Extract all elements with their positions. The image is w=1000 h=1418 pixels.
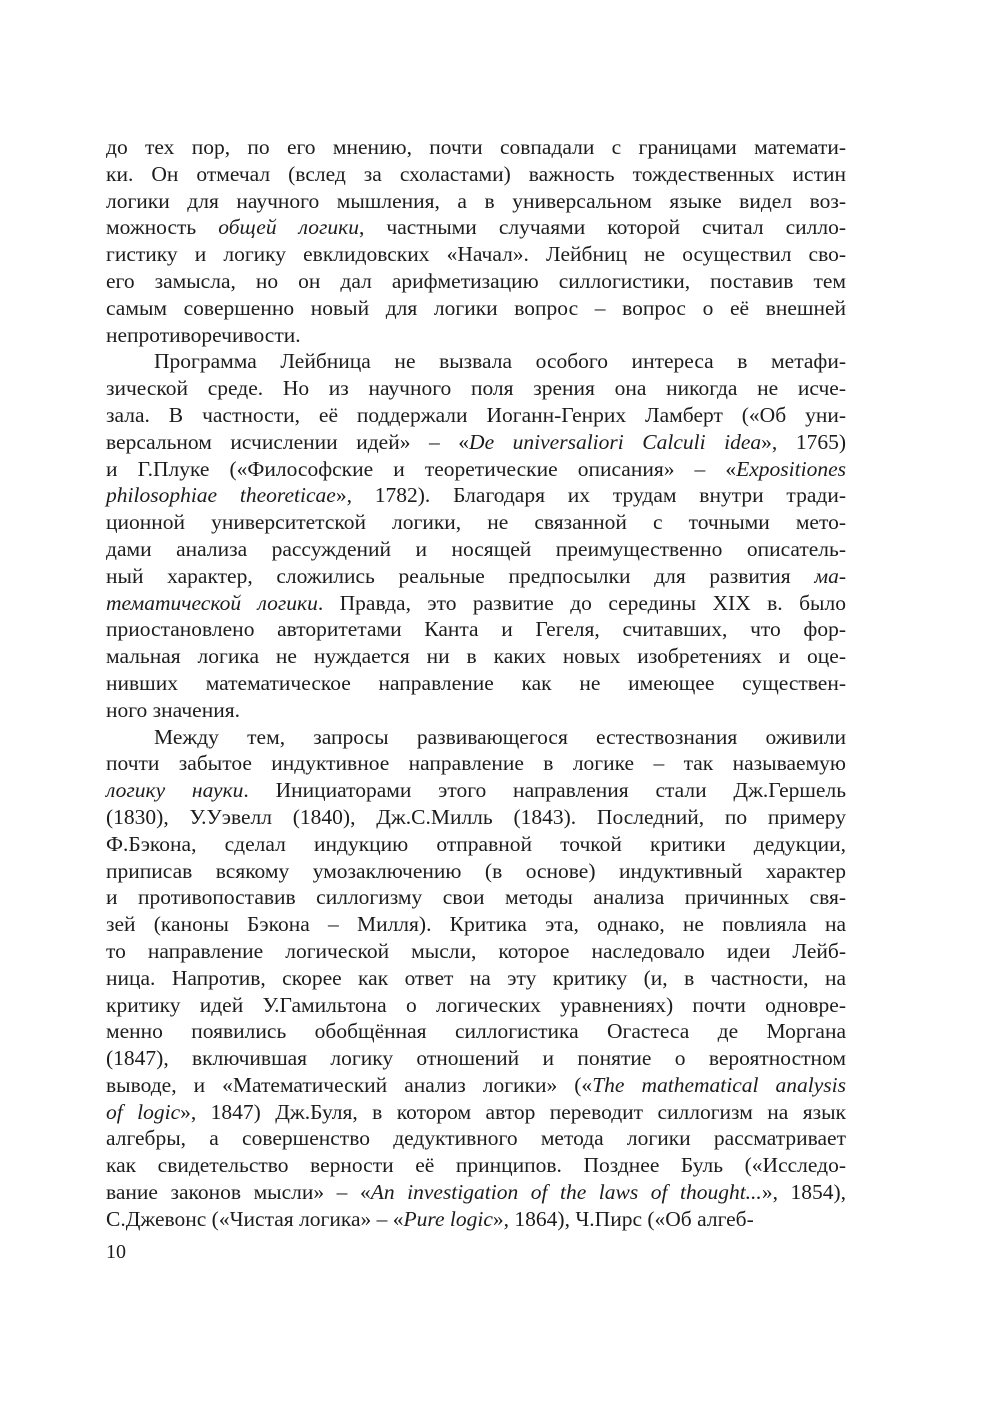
text-line	[106, 402, 846, 429]
text-line	[106, 563, 846, 590]
text-line	[106, 724, 846, 751]
text-run: и Г.Плуке («Философские и теоретические описания» – «	[106, 456, 737, 481]
text-run: Программа Лейбница не вызвала особого интереса в метафи-	[154, 349, 846, 374]
text-line	[106, 858, 846, 885]
text-line	[106, 214, 846, 241]
italic-text: of logic	[106, 1099, 181, 1124]
text-run: до тех пор, по его мнению, почти совпадали с границами математи-	[106, 135, 846, 159]
text-line	[106, 1125, 846, 1152]
text-run: ница. Напротив, скорее как ответ на эту критику (и, в частности, на	[106, 965, 846, 990]
text-line	[106, 134, 846, 161]
italic-text: The mathematical analysis	[592, 1072, 846, 1097]
text-line	[106, 509, 846, 536]
page-number: 10	[106, 1241, 126, 1263]
text-line	[106, 938, 846, 965]
text-run: почти забытое индуктивное направление в логике – так называемую	[106, 751, 846, 776]
text-line	[106, 241, 846, 268]
text-run: зей (каноны Бэкона – Милля). Критика эта, однако, не повлияла на	[106, 912, 846, 937]
text-run: С.Джевонс («Чистая логика» – «	[106, 1206, 404, 1231]
text-run: критику идей У.Гамильтона о логических уравнениях) почти одновре-	[106, 992, 846, 1017]
text-line	[106, 697, 846, 724]
text-line	[106, 295, 846, 322]
text-run: дами анализа рассуждений и носящей преимущественно описатель-	[106, 536, 846, 561]
text-run: », 1854),	[761, 1180, 847, 1205]
text-run: логики для научного мышления, а в универсальном языке видел воз-	[106, 188, 846, 213]
text-line	[106, 375, 846, 402]
italic-text: тематической логики	[106, 590, 318, 615]
text-run: и противопоставив силлогизму свои методы анализа причинных свя-	[106, 885, 846, 910]
text-line	[106, 831, 846, 858]
text-run: как свидетельство верности её принципов. Позднее Буль («Исследо-	[106, 1153, 846, 1178]
italic-text: Expositiones	[736, 456, 846, 481]
text-run: его замысла, но он дал арифметизацию силлогистики, поставив тем	[106, 268, 846, 293]
text-line	[106, 268, 846, 295]
text-line	[106, 750, 846, 777]
text-run: », 1765)	[761, 429, 846, 454]
text-line	[106, 590, 846, 617]
italic-text: De universaliori Calculi idea	[469, 429, 762, 454]
italic-text: общей логики	[218, 215, 359, 240]
text-line	[106, 161, 846, 188]
text-line	[106, 643, 846, 670]
text-run: нивших математическое направление как не имеющее существен-	[106, 670, 846, 695]
text-run: Между тем, запросы развивающегося естествознания оживили	[154, 724, 846, 749]
text-run: приписав всякому умозаключению (в основе) индуктивный характер	[106, 858, 846, 883]
text-line	[106, 1099, 846, 1126]
text-line	[106, 1152, 846, 1179]
text-line	[106, 992, 846, 1019]
text-line	[106, 348, 846, 375]
text-run: то направление логической мысли, которое наследовало идеи Лейб-	[106, 938, 846, 963]
text-run: », 1847) Дж.Буля, в котором автор переводит силлогизм на язык	[180, 1099, 846, 1124]
text-line	[106, 911, 846, 938]
text-line	[106, 1018, 846, 1045]
paragraph	[106, 134, 846, 348]
italic-text: логику науки	[106, 778, 244, 803]
text-line	[106, 1072, 846, 1099]
text-run: », 1782). Благодаря их трудам внутри тради-	[335, 483, 846, 508]
text-run: приостановлено авторитетами Канта и Гегеля, считавших, что фор-	[106, 617, 846, 642]
text-run: непротиворечивости.	[106, 322, 301, 347]
text-run: гистику и логику евклидовских «Начал». Лейбниц не осуществил сво-	[106, 242, 846, 267]
text-run: . Правда, это развитие до середины XIX в. было	[317, 590, 846, 615]
text-line	[106, 804, 846, 831]
italic-text: ма-	[814, 563, 846, 588]
paragraph	[106, 348, 846, 723]
text-run: ный характер, сложились реальные предпосылки для развития	[106, 563, 815, 588]
text-line	[106, 536, 846, 563]
text-run: выводе, и «Математический анализ логики» («	[106, 1072, 593, 1097]
text-run: зала. В частности, её поддержали Иоганн-Генрих Ламберт («Об уни-	[106, 402, 846, 427]
text-run: ционной университетской логики, не связанной с точными мето-	[106, 510, 846, 535]
text-run: ного значения.	[106, 697, 240, 722]
body-text	[106, 134, 846, 1233]
text-run: самым совершенно новый для логики вопрос – вопрос о её внешней	[106, 295, 846, 320]
text-line	[106, 965, 846, 992]
text-line	[106, 429, 846, 456]
text-run: версальном исчислении идей» – «	[106, 429, 470, 454]
text-line	[106, 884, 846, 911]
text-run: можность	[106, 215, 219, 240]
text-run: менно появились обобщённая силлогистика Огастеса де Моргана	[106, 1019, 846, 1044]
text-line	[106, 1045, 846, 1072]
text-line	[106, 670, 846, 697]
text-line	[106, 188, 846, 215]
text-run: (1830), У.Уэвелл (1840), Дж.С.Милль (1843). Последний, по примеру	[106, 804, 846, 829]
text-line	[106, 1179, 846, 1206]
text-line	[106, 777, 846, 804]
paragraph	[106, 724, 846, 1233]
text-line	[106, 616, 846, 643]
text-run: . Инициаторами этого направления стали Дж.Гершель	[243, 778, 847, 803]
italic-text: Pure logic	[403, 1206, 493, 1231]
italic-text: philosophiae theoreticae	[106, 483, 336, 508]
text-run: алгебры, а совершенство дедуктивного метода логики рассматривает	[106, 1126, 846, 1151]
text-line	[106, 1206, 846, 1233]
text-run: Ф.Бэкона, сделал индукцию отправной точкой критики дедукции,	[106, 831, 846, 856]
text-line	[106, 322, 846, 349]
text-run: зической среде. Но из научного поля зрения она никогда не исче-	[106, 376, 846, 401]
italic-text: An investigation of the laws of thought...	[370, 1180, 762, 1205]
text-run: », 1864), Ч.Пирс («Об алгеб-	[492, 1206, 754, 1231]
text-run: мальная логика не нуждается ни в каких новых изобретениях и оце-	[106, 644, 846, 669]
text-line	[106, 456, 846, 483]
text-run: , частными случаями которой считал силло-	[359, 215, 847, 240]
text-run: (1847), включившая логику отношений и понятие о вероятностном	[106, 1046, 846, 1071]
text-run: вание законов мысли» – «	[106, 1180, 371, 1205]
text-line	[106, 482, 846, 509]
text-run: ки. Он отмечал (вслед за схоластами) важность тождественных истин	[106, 161, 846, 186]
